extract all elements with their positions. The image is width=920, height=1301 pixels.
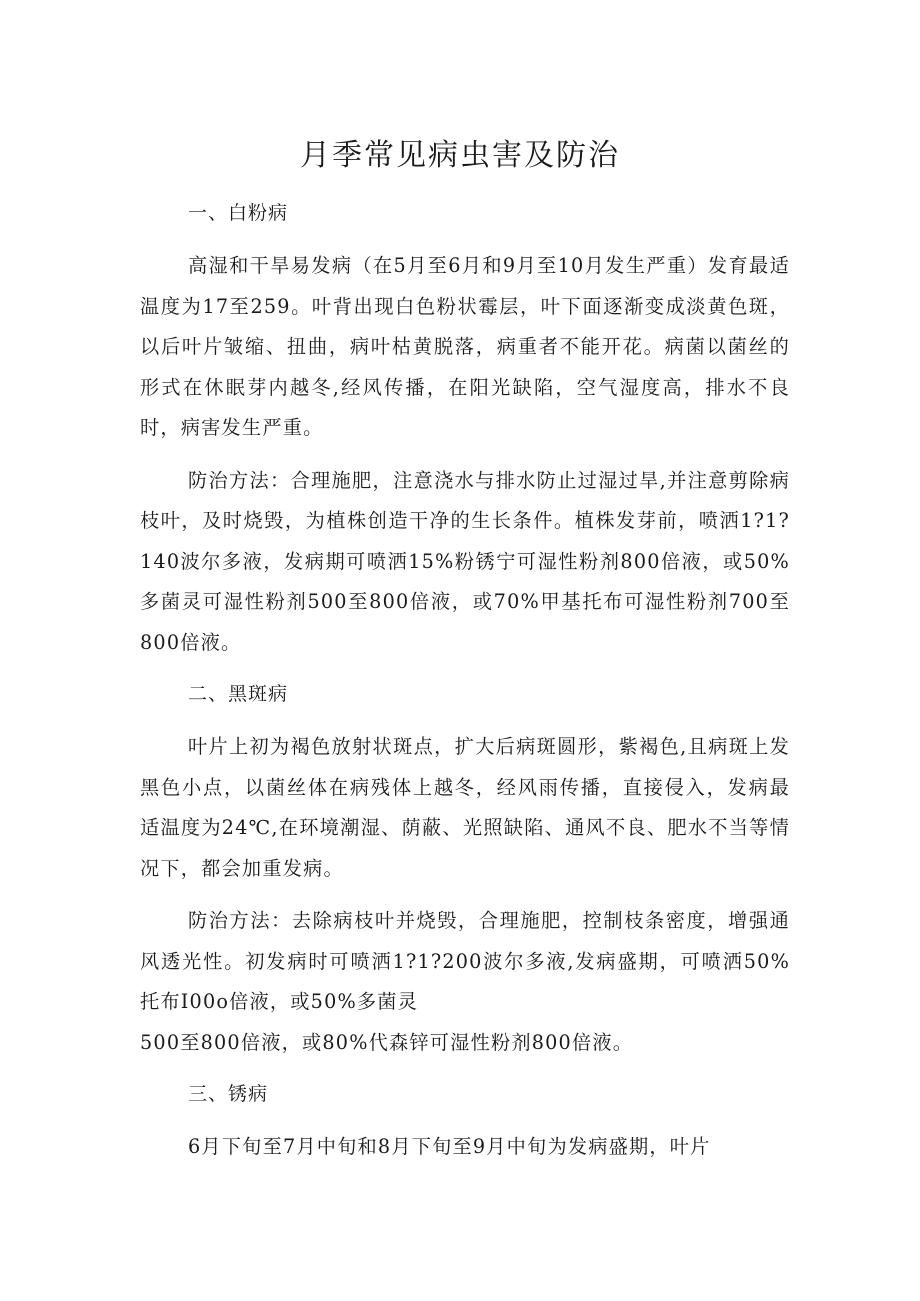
paragraph: 叶片上初为褐色放射状斑点，扩大后病斑圆形，紫褐色,且病斑上发黑色小点，以菌丝体在病残体上越冬，经风雨传播，直接侵入，发病最适温度为24℃,在环境潮湿、荫蔽、光照缺陷、通风不良、肥水不当等情况下，都会加重发病。 [140, 735, 790, 880]
section-heading: 一、白粉病 [188, 202, 289, 224]
paragraph: 防治方法：去除病枝叶并烧毁，合理施肥，控制枝条密度，增强通风透光性。初发病时可喷洒1?1?200波尔多液,发病盛期，可喷洒50%托布I00o倍液，或50%多菌灵 [140, 909, 790, 1013]
document-title: 月季常见病虫害及防治 [300, 138, 620, 173]
paragraph: 高湿和干旱易发病（在5月至6月和9月至10月发生严重）发育最适温度为17至259。叶背出现白色粉状霉层，叶下面逐渐变成淡黄色斑，以后叶片皱缩、扭曲，病叶枯黄脱落，病重者不能开花。病菌以菌丝的形式在休眠芽内越冬,经风传播，在阳光缺陷，空气湿度高，排水不良时，病害发生严重。 [140, 254, 790, 439]
section-rust [140, 1081, 790, 1168]
paragraph: 6月下旬至7月中旬和8月下旬至9月中旬为发病盛期，叶片 [188, 1135, 711, 1158]
paragraph: 500至800倍液，或80%代森锌可湿性粉剂800倍液。 [140, 1030, 634, 1054]
paragraph: 防治方法：合理施肥，注意浇水与排水防止过湿过旱,并注意剪除病枝叶，及时烧毁，为植株创造干净的生长条件。植株发芽前，喷洒1?1?140波尔多液，发病期可喷洒15%粉锈宁可湿性粉剂800倍液，或50%多菌灵可湿性粉剂500至800倍液，或70%甲基托布可湿性粉剂700至800倍液。 [140, 468, 790, 654]
document-body [140, 200, 790, 1180]
section-black-spot [140, 681, 790, 1063]
section-powdery-mildew [140, 200, 790, 663]
section-heading: 三、锈病 [188, 1083, 269, 1105]
section-heading: 二、黑斑病 [188, 683, 289, 705]
